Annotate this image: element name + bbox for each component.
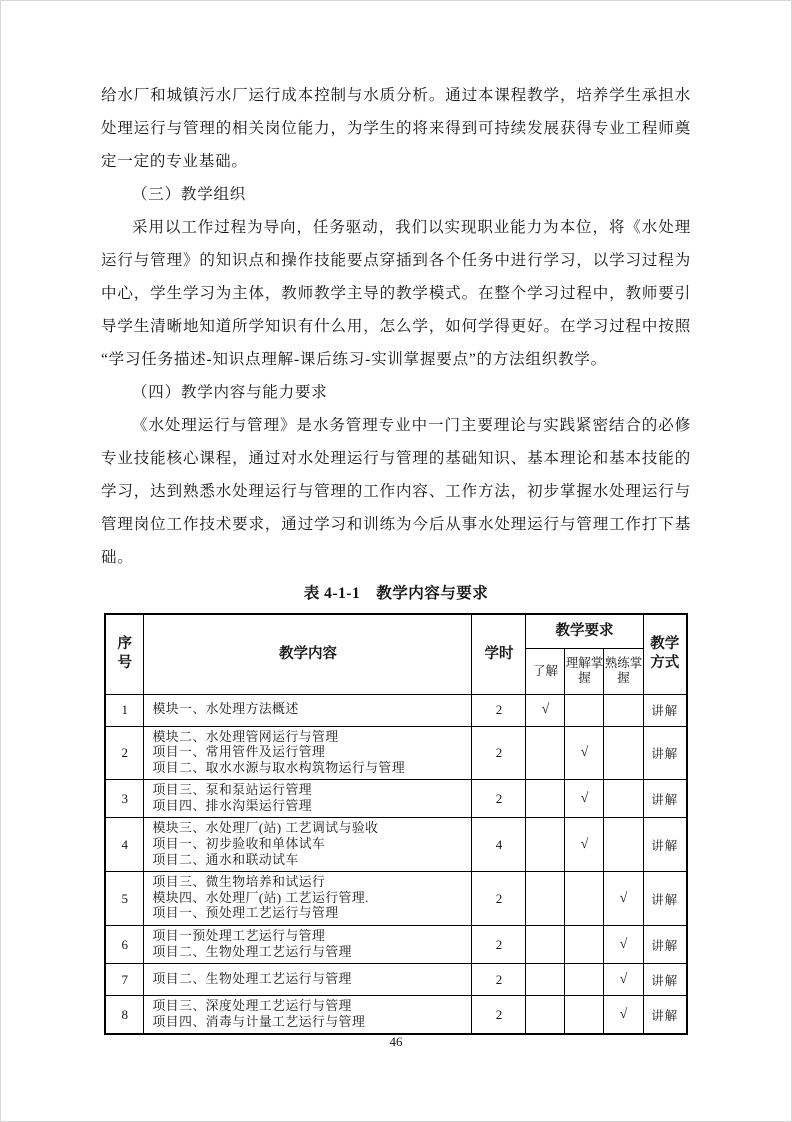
content-line: 项目三、微生物培养和试运行 <box>152 875 326 890</box>
row-seq: 2 <box>105 726 144 780</box>
header-hours: 学时 <box>472 614 526 694</box>
header-method: 教学方式 <box>643 614 687 694</box>
row-seq: 7 <box>105 964 144 996</box>
header-level-proficient-master: 熟练掌握 <box>604 648 643 694</box>
section-heading-teaching-content-requirements: （四）教学内容与能力要求 <box>132 384 328 401</box>
check-understand <box>526 996 565 1035</box>
table-row <box>105 872 687 926</box>
header-level-comprehend-master: 理解掌握 <box>565 648 604 694</box>
check-proficient: √ <box>604 872 643 926</box>
content-line: 模块二、水处理管网运行与管理 <box>152 729 339 744</box>
content-line: 模块四、水处理厂(站) 工艺运行管理. <box>152 890 369 905</box>
row-hours: 2 <box>472 872 526 926</box>
row-method: 讲解 <box>643 726 687 780</box>
check-understand: √ <box>526 694 565 726</box>
content-line: 项目一、初步验收和单体试车 <box>152 837 326 852</box>
check-understand <box>526 818 565 872</box>
check-comprehend: √ <box>565 726 604 780</box>
page-number: 46 <box>389 1034 403 1049</box>
check-comprehend <box>565 996 604 1035</box>
check-understand <box>526 780 565 818</box>
check-understand <box>526 872 565 926</box>
check-comprehend: √ <box>565 780 604 818</box>
row-hours: 2 <box>472 964 526 996</box>
row-method: 讲解 <box>643 964 687 996</box>
check-understand <box>526 726 565 780</box>
paragraph-teaching-content: 《水处理运行与管理》是水务管理专业中一门主要理论与实践紧密结合的必修专业技能核心课程，通过对水处理运行与管理的基础知识、基本理论和基本技能的学习，达到熟悉水处理运行与管理的工作内容、工作方法，初步掌握水处理运行与管理岗位工作技术要求，通过学习和训练为今后从事水处理运行与管理工作打下基础。 <box>101 417 691 566</box>
check-proficient <box>604 818 643 872</box>
row-seq: 8 <box>105 996 144 1035</box>
check-proficient: √ <box>604 964 643 996</box>
section-heading-teaching-organization: （三）教学组织 <box>132 186 247 203</box>
row-method: 讲解 <box>643 926 687 964</box>
content-line: 模块一、水处理方法概述 <box>152 702 299 717</box>
header-content: 教学内容 <box>144 614 472 694</box>
table-row <box>105 996 687 1035</box>
check-proficient <box>604 694 643 726</box>
paragraph-teaching-organization: 采用以工作过程为导向，任务驱动，我们以实现职业能力为本位，将《水处理运行与管理》的知识点和操作技能要点穿插到各个任务中进行学习，以学习过程为中心，学生学习为主体，教师教学主导的教学模式。在整个学习过程中，教师要引导学生清晰地知道所学知识有什么用，怎么学，如何学得更好。在学习过程中按照“学习任务描述-知识点理解-课后练习-实训掌握要点”的方法组织教学。 <box>101 219 691 368</box>
row-content <box>144 964 472 996</box>
row-content <box>144 926 472 964</box>
row-seq: 6 <box>105 926 144 964</box>
header-seq: 序号 <box>105 614 144 694</box>
row-hours: 2 <box>472 996 526 1035</box>
content-line: 项目一预处理工艺运行与管理 <box>152 929 326 944</box>
page-content <box>1 1 791 1035</box>
paragraph-course-intro-continued: 给水厂和城镇污水厂运行成本控制与水质分析。通过本课程教学，培养学生承担水处理运行与管理的相关岗位能力，为学生的将来得到可持续发展获得专业工程师奠定一定的专业基础。 <box>101 87 691 170</box>
check-comprehend <box>565 694 604 726</box>
row-content <box>144 818 472 872</box>
check-comprehend <box>565 926 604 964</box>
check-proficient <box>604 726 643 780</box>
check-comprehend <box>565 872 604 926</box>
row-method: 讲解 <box>643 780 687 818</box>
row-seq: 1 <box>105 694 144 726</box>
check-understand <box>526 964 565 996</box>
header-requirements: 教学要求 <box>526 614 643 648</box>
teaching-content-table <box>104 613 688 1035</box>
check-comprehend: √ <box>565 818 604 872</box>
row-content <box>144 996 472 1035</box>
content-line: 项目一、预处理工艺运行与管理 <box>152 906 339 921</box>
content-line: 模块三、水处理厂(站) 工艺调试与验收 <box>152 821 379 836</box>
check-proficient: √ <box>604 926 643 964</box>
content-line: 项目四、消毒与计量工艺运行与管理 <box>152 1014 366 1029</box>
row-method: 讲解 <box>643 872 687 926</box>
row-seq: 3 <box>105 780 144 818</box>
row-content <box>144 872 472 926</box>
table-row <box>105 726 687 780</box>
check-proficient: √ <box>604 996 643 1035</box>
row-seq: 4 <box>105 818 144 872</box>
content-line: 项目二、生物处理工艺运行与管理 <box>152 944 352 959</box>
table-row <box>105 964 687 996</box>
content-line: 项目二、生物处理工艺运行与管理 <box>152 971 352 986</box>
row-hours: 4 <box>472 818 526 872</box>
row-hours: 2 <box>472 726 526 780</box>
content-line: 项目三、深度处理工艺运行与管理 <box>152 999 352 1014</box>
header-level-understand: 了解 <box>526 648 565 694</box>
table-row <box>105 818 687 872</box>
row-hours: 2 <box>472 694 526 726</box>
table-row <box>105 694 687 726</box>
content-line: 项目四、排水沟渠运行管理 <box>152 798 313 813</box>
row-content <box>144 726 472 780</box>
row-hours: 2 <box>472 780 526 818</box>
table-header-row-1 <box>105 614 687 648</box>
content-line: 项目二、通水和联动试车 <box>152 852 299 867</box>
table-caption: 表 4-1-1 教学内容与要求 <box>303 585 489 602</box>
content-line: 项目一、常用管件及运行管理 <box>152 745 326 760</box>
row-hours: 2 <box>472 926 526 964</box>
row-content <box>144 694 472 726</box>
table-row <box>105 780 687 818</box>
row-content <box>144 780 472 818</box>
check-proficient <box>604 780 643 818</box>
check-understand <box>526 926 565 964</box>
row-method: 讲解 <box>643 694 687 726</box>
row-method: 讲解 <box>643 996 687 1035</box>
table-row <box>105 926 687 964</box>
content-line: 项目三、泵和泵站运行管理 <box>152 783 313 798</box>
row-seq: 5 <box>105 872 144 926</box>
check-comprehend <box>565 964 604 996</box>
content-line: 项目二、取水水源与取水构筑物运行与管理 <box>152 760 406 775</box>
row-method: 讲解 <box>643 818 687 872</box>
